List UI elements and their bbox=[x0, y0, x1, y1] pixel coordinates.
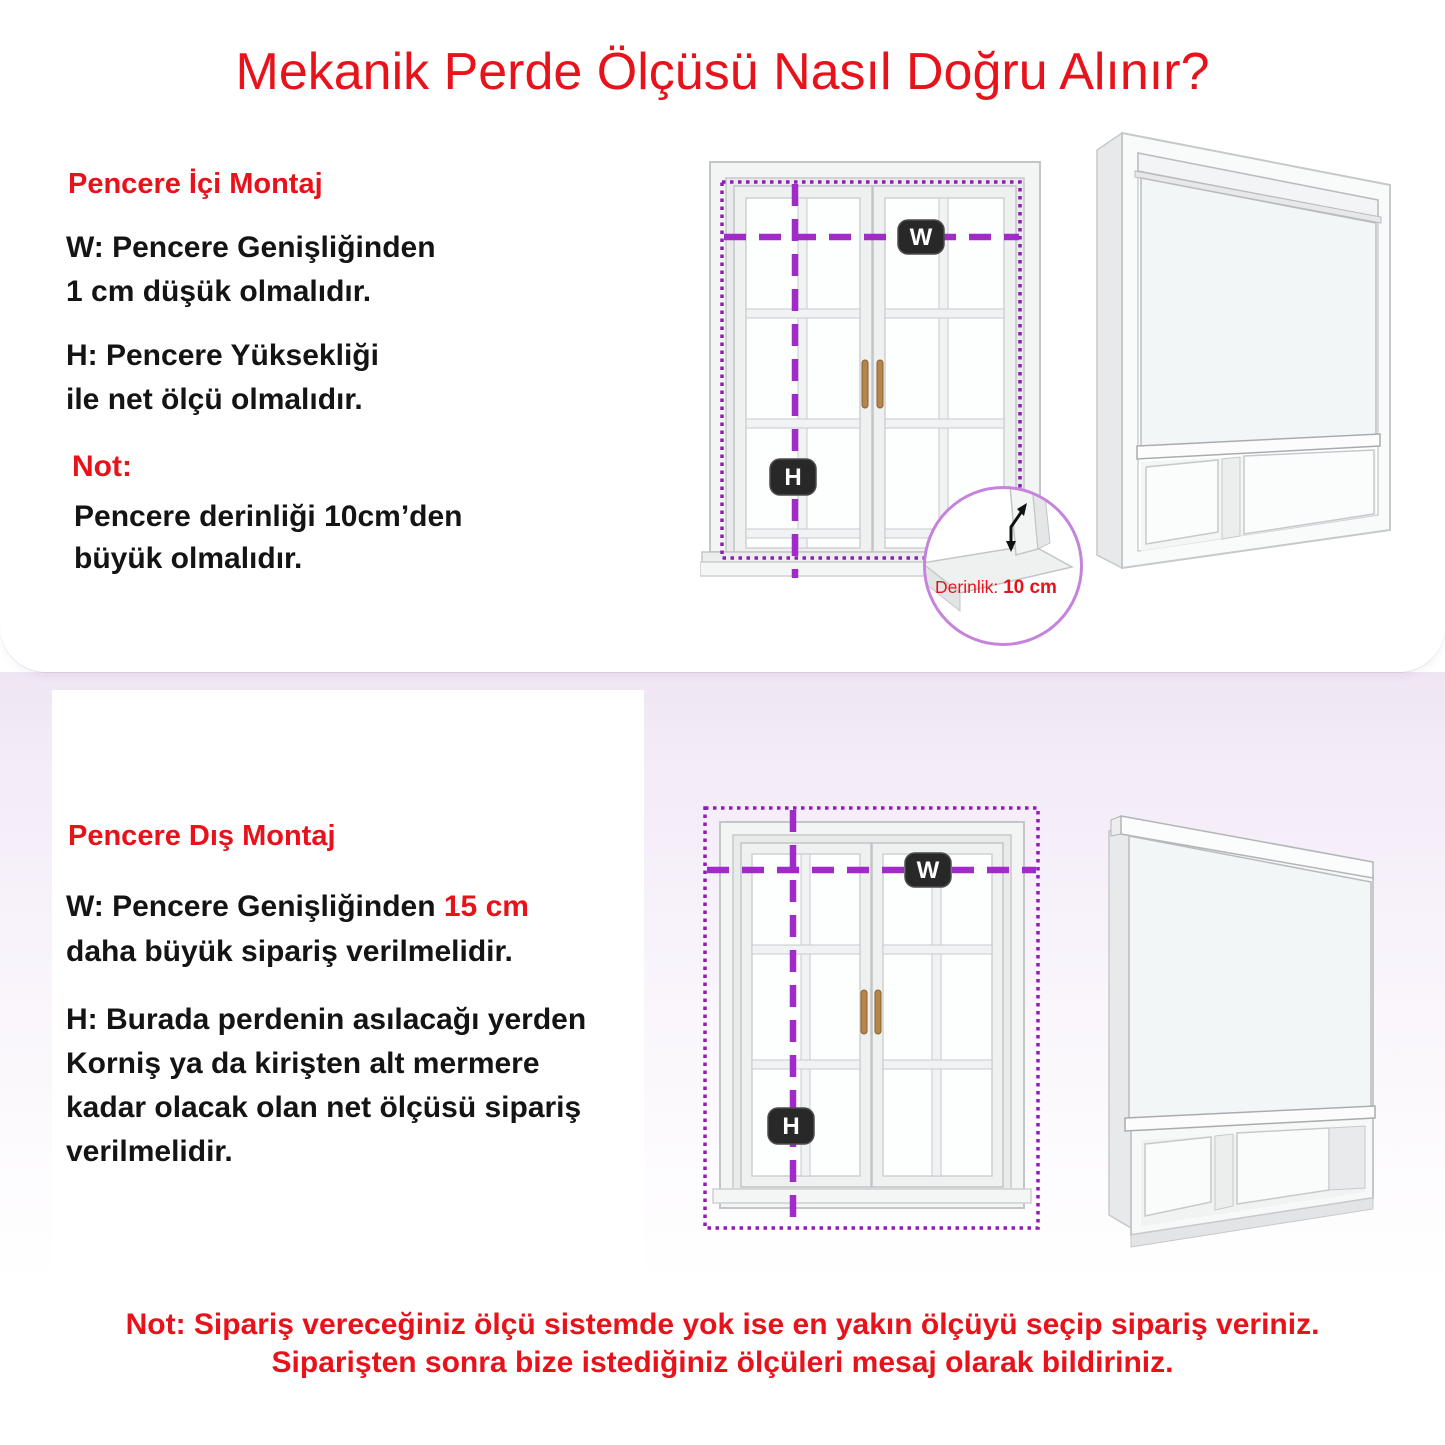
outside-mount-heading: Pencere Dış Montaj bbox=[68, 820, 336, 852]
svg-text:H: H bbox=[784, 464, 802, 491]
footer-note-line1: Not: Sipariş vereceğiniz ölçü sistemde yok ise en yakın ölçüyü seçip sipariş veriniz. bbox=[125, 1308, 1320, 1341]
door2-handle-right bbox=[875, 990, 881, 1034]
outside-width-15cm: 15 cm bbox=[443, 890, 529, 923]
door-handle-right bbox=[877, 360, 883, 408]
inside-width-line2: 1 cm düşük olmalıdır. bbox=[66, 275, 372, 308]
inside-mount-roller-illustration bbox=[1085, 118, 1430, 583]
width-badge-2 bbox=[905, 853, 951, 887]
svg-text:W: W bbox=[916, 857, 940, 884]
outside-width-line1: W: Pencere Genişliğinden 15 cm bbox=[66, 890, 529, 923]
outside-height-line2: Korniş ya da kirişten alt mermere bbox=[66, 1047, 540, 1080]
inside-note-label: Not: bbox=[72, 450, 132, 483]
inside-note-line2: büyük olmalıdır. bbox=[74, 542, 303, 575]
outside-height-line4: verilmelidir. bbox=[66, 1135, 233, 1168]
inside-width-line1: W: Pencere Genişliğinden bbox=[66, 231, 436, 264]
svg-text:H: H bbox=[782, 1113, 800, 1140]
inside-note-line1: Pencere derinliği 10cm’den bbox=[74, 500, 463, 533]
outside-width-line2: daha büyük sipariş verilmelidir. bbox=[66, 935, 513, 968]
inside-mount-heading: Pencere İçi Montaj bbox=[68, 168, 323, 200]
footer-note bbox=[0, 1306, 1445, 1382]
bottom-text-panel bbox=[52, 690, 644, 1285]
height-badge bbox=[770, 459, 816, 495]
inside-note-text bbox=[74, 496, 463, 580]
outside-height-line3: kadar olacak olan net ölçüsü sipariş bbox=[66, 1091, 582, 1124]
outside-mount-window-illustration bbox=[693, 795, 1050, 1235]
inside-width-instruction bbox=[66, 226, 436, 314]
inside-height-instruction bbox=[66, 334, 379, 422]
frame-corner-detail bbox=[926, 489, 1080, 643]
outside-height-line1: H: Burada perdenin asılacağı yerden bbox=[66, 1003, 587, 1036]
door-handle-left bbox=[862, 360, 868, 408]
inside-height-line2: ile net ölçü olmalıdır. bbox=[66, 383, 363, 416]
outside-height-instruction bbox=[66, 998, 586, 1174]
roller2-blind-sheet bbox=[1129, 836, 1371, 1120]
outside-mount-roller-illustration bbox=[1083, 788, 1438, 1293]
svg-text:W: W bbox=[909, 224, 933, 251]
depth-label: Derinlik: 10 cm bbox=[935, 577, 1057, 598]
width-badge bbox=[898, 220, 944, 254]
footer-note-line2: Siparişten sonra bize istediğiniz ölçüleri mesaj olarak bildiriniz. bbox=[271, 1346, 1174, 1379]
height-badge-2 bbox=[768, 1108, 814, 1144]
depth-detail-magnifier bbox=[923, 486, 1083, 646]
window2-sill bbox=[713, 1189, 1031, 1203]
roller-blind-sheet bbox=[1141, 178, 1376, 448]
page-title: Mekanik Perde Ölçüsü Nasıl Doğru Alınır? bbox=[235, 43, 1210, 101]
door2-handle-left bbox=[861, 990, 867, 1034]
inside-height-line1: H: Pencere Yüksekliği bbox=[66, 339, 379, 372]
outside-width-instruction bbox=[66, 884, 529, 974]
